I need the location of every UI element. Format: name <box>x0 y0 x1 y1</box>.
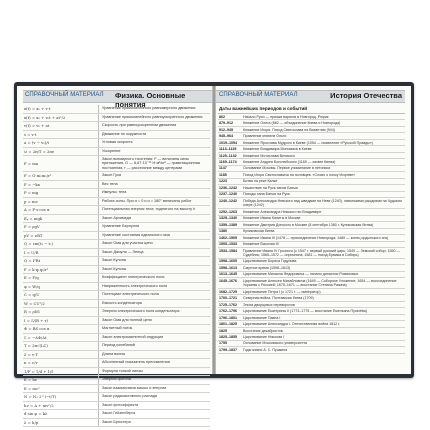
history-event: Походы хана Батыя на Русь <box>243 192 290 197</box>
history-row <box>218 278 405 289</box>
history-date: 1236–1242 <box>219 185 237 190</box>
left-band-title: Физика. Основные понятия <box>115 91 186 109</box>
physics-formula: ℰ = −ΔΦ/Δt <box>23 334 99 342</box>
physics-row <box>23 342 210 351</box>
history-event: Годы жизни А. С. Пушкина <box>243 347 288 352</box>
history-event: Царствование Бориса Годунова <box>243 259 297 264</box>
physics-row <box>23 249 210 258</box>
physics-description: Закон всемирного тяготения: F — величина силы притяжения, G — 6,67·10⁻¹¹ Н·м²/кг² — гравитационная постоянная, r — расстояние между центрами <box>102 156 200 170</box>
physics-row <box>23 351 210 360</box>
physics-description: Потенциал электрического поля <box>102 292 159 297</box>
history-event: Правление княгини Ольги <box>243 134 287 139</box>
physics-description: Длина волны <box>102 351 126 356</box>
history-event: Начало Руси — призыв варягов в Новгород. Рюрик <box>243 114 329 119</box>
history-event: Основание Москвы. Первое упоминание в летописи <box>243 166 331 171</box>
physics-formula: p = mv <box>23 198 99 206</box>
history-event: Битва на реке Калке <box>243 179 278 184</box>
physics-description: Закон Ома для участка цепи <box>102 241 153 246</box>
physics-description: Уравнение состояния идеального газа <box>102 232 170 237</box>
physics-description: Емкость конденсатора <box>102 300 142 305</box>
physics-row <box>23 148 210 157</box>
history-event: Поход Игоря Святославича на половцев. «Слово о полку Игореве» <box>243 172 356 177</box>
physics-formula: n = c/v <box>23 359 99 367</box>
physics-description: Закон Брюстера <box>102 419 131 424</box>
history-date: 1125–1132 <box>219 153 237 158</box>
history-date: 1825–1855 <box>219 334 237 339</box>
physics-description: Закон Архимеда <box>102 215 131 220</box>
left-page <box>17 86 212 425</box>
physics-row <box>23 308 210 317</box>
physics-formula: F = −kx <box>23 181 99 189</box>
physics-description: Ускорение <box>102 148 121 153</box>
physics-row <box>23 300 210 309</box>
history-event: Княжение Василия III <box>243 242 279 247</box>
physics-description: Закон электромагнитной индукции <box>102 334 164 339</box>
history-date: 945–964 <box>219 134 233 139</box>
physics-description: Закон Кулона <box>102 258 126 263</box>
physics-row <box>23 181 210 190</box>
history-date: 1700–1721 <box>219 296 237 301</box>
physics-formula: F = ma <box>23 156 99 171</box>
history-date: 1223 <box>219 179 227 184</box>
history-event: Княжение Ярослава Мудрого в Киеве (1054 — появление «Русской Правды») <box>243 140 373 145</box>
history-date: 879–912 <box>219 121 233 126</box>
physics-description: Потенциальная энергия тела, поднятого на высоту h <box>102 207 196 212</box>
history-date: 1359–1389 <box>219 222 237 227</box>
physics-row <box>23 215 210 224</box>
physics-description: Закон Ома для полной цепи <box>102 317 152 322</box>
history-row <box>218 248 405 259</box>
physics-formula: x(t) = x₀ + v·t <box>23 105 99 113</box>
history-date: 1462–1505 <box>219 235 237 240</box>
history-event: Царствование Александра I. Отечественная война 1812 г. <box>243 322 340 327</box>
history-event: Основание Московского университета <box>243 341 307 346</box>
physics-description: Закон взаимосвязи массы и энергии <box>102 385 167 390</box>
physics-formula: ω = 2π/T = 2πν <box>23 148 99 156</box>
physics-formula: Eₚ = mgh <box>23 215 99 223</box>
physics-row <box>23 172 210 181</box>
physics-formula: F = ρgV <box>23 223 99 231</box>
history-date: 912–945 <box>219 127 233 132</box>
history-date: 1019–1054 <box>219 140 237 145</box>
physics-row <box>23 419 210 428</box>
physics-formula: A = F·s·cos α <box>23 206 99 214</box>
history-date: 1799–1837 <box>219 347 237 352</box>
physics-description: Уравнение прямолинейного равномерного движения <box>102 106 196 111</box>
physics-row <box>23 283 210 292</box>
physics-row <box>23 122 210 131</box>
physics-row <box>23 266 210 275</box>
right-page <box>216 86 411 374</box>
history-date: 1185 <box>219 172 227 177</box>
history-event: Смутное время (1598–1613) <box>243 265 291 270</box>
physics-formula: F = k·q₁q₂/r² <box>23 266 99 274</box>
history-table <box>218 105 405 366</box>
history-date: 1147 <box>219 166 227 171</box>
physics-row <box>23 257 210 266</box>
physics-description: Закон фотоэффекта <box>102 402 139 407</box>
history-event: Нашествие на Русь ханов Батыя <box>243 185 298 190</box>
physics-row <box>23 223 210 232</box>
history-event: Княжение Андрея Боголюбского (1169 — захват Киева) <box>243 159 336 164</box>
physics-description: Формула тонкой линзы <box>102 368 143 373</box>
physics-description: Коэффициент электрического поля <box>102 275 165 280</box>
physics-formula: W = CU²/2 <box>23 300 99 308</box>
physics-description: Закон Гейзенберга <box>102 411 136 416</box>
physics-row <box>23 274 210 283</box>
history-event: Царствование Алексея Михайловича (1649 — Соборное Уложение; 1654 — воссоединение Украины с Россией; 1670–1671 — восстание Степана Разина) <box>243 278 397 288</box>
physics-description: Закон Джоуля — Ленца <box>102 249 144 254</box>
history-event: Княжение Мстислава Великого <box>243 153 295 158</box>
physics-formula: a = (v − v₀)/t <box>23 139 99 147</box>
physics-row <box>23 189 210 198</box>
history-date: 1682–1725 <box>219 289 237 294</box>
history-date: 1725–1762 <box>219 302 237 307</box>
history-event: Куликовская битва <box>243 229 275 234</box>
physics-row <box>23 317 210 326</box>
physics-formula: d sin φ = kλ <box>23 410 99 418</box>
physics-formula: F = G·m₁m₂/r² <box>23 172 99 180</box>
physics-formula: v(t) = v₀ + at <box>23 122 99 130</box>
physics-formula: C = q/U <box>23 291 99 299</box>
history-date: 1613–1645 <box>219 272 237 277</box>
physics-row <box>23 410 210 419</box>
physics-description: Импульс тела <box>102 190 127 195</box>
history-date: 1533–1584 <box>219 248 237 253</box>
physics-row <box>23 198 210 207</box>
physics-formula: λ = h/p <box>23 419 99 427</box>
physics-description: Уравнение прямолинейного равноускоренного движения <box>102 114 203 119</box>
physics-row <box>23 359 210 368</box>
physics-description: Угловая скорость <box>102 140 133 145</box>
physics-row <box>23 368 210 377</box>
history-date: 1645–1676 <box>219 278 237 283</box>
physics-row <box>23 402 210 411</box>
history-date: 1825 <box>219 328 227 333</box>
physics-row <box>23 393 210 402</box>
physics-formula: φ = W/q <box>23 283 99 291</box>
history-date: 1325–1340 <box>219 216 237 221</box>
physics-formula: R = ρl/S <box>23 308 99 316</box>
physics-description: Закон радиоактивного распада <box>102 394 158 399</box>
history-event: Княжение Олега (882 — объединение Киева и Новгорода) <box>243 121 341 126</box>
physics-formula: 1/F = 1/d + 1/f <box>23 368 99 376</box>
physics-formula: hν = A + mv²/2 <box>23 402 99 410</box>
physics-formula: E = F/q <box>23 274 99 282</box>
history-date: 1598–1613 <box>219 265 237 270</box>
history-event: Эпоха дворцовых переворотов <box>243 302 295 307</box>
physics-formula: Q = cm(t₂ − t₁) <box>23 240 99 248</box>
physics-description: Вес тела <box>102 181 118 186</box>
physics-description: Работа силы. При α = 0 и α = 180° величины работ <box>102 198 192 203</box>
physics-row <box>23 206 210 215</box>
physics-description: Скорость при равноускоренном движении <box>102 123 177 128</box>
history-date: 1113–1125 <box>219 147 237 152</box>
history-date: 1796–1801 <box>219 315 237 320</box>
physics-formula: P = mg <box>23 189 99 197</box>
physics-row <box>23 240 210 249</box>
history-event: Царствование Михаила Федоровича — начало династии Романовых <box>243 272 359 277</box>
physics-description: Уравнение Бернулли <box>102 224 140 229</box>
physics-table <box>23 105 210 425</box>
physics-row <box>23 114 210 123</box>
physics-row <box>23 334 210 343</box>
physics-formula: λ = v·T <box>23 351 99 359</box>
history-event: Княжение Игоря. Поход Святослава на Византию (944) <box>243 127 335 132</box>
physics-formula: x(t) = x₀ + v₀t + at²/2 <box>23 114 99 122</box>
history-date: 1762–1796 <box>219 309 237 314</box>
physics-description: Магнитный поток <box>102 326 133 331</box>
history-event: Княжение Александра Невского во Владимире <box>243 209 322 214</box>
history-event: Царствование Николая I <box>243 334 285 339</box>
physics-row <box>23 325 210 334</box>
history-event: Княжение Дмитрия Донского в Москве (8 сентября 1380 г. Куликовская битва) <box>243 222 374 227</box>
history-event: Царствование Петра I (с 1721 г. — император) <box>243 289 321 294</box>
history-date: 1237–1240 <box>219 192 237 197</box>
physics-formula: E = mc² <box>23 385 99 393</box>
history-date: 1380 <box>219 229 227 234</box>
physics-description: Период колебаний <box>102 343 135 348</box>
history-date: 1755 <box>219 341 227 346</box>
history-date: 1252–1263 <box>219 209 237 214</box>
physics-description: Закон Кулона <box>102 266 126 271</box>
right-band-label: СПРАВОЧНЫЙ МАТЕРИАЛ <box>219 92 298 98</box>
history-date: 1240–1242 <box>219 198 237 203</box>
history-date: 1169–1174 <box>219 159 237 164</box>
right-page-header-band <box>216 90 405 103</box>
physics-row <box>23 139 210 148</box>
history-date: 1598–1605 <box>219 259 237 264</box>
left-band-label: СПРАВОЧНЫЙ МАТЕРИАЛ <box>25 92 104 98</box>
right-band-title: История Отечества <box>330 91 402 100</box>
physics-formula: s = v·t <box>23 131 99 139</box>
history-event: Северная война. Полтавская битва (1709) <box>243 296 314 301</box>
history-row <box>218 347 405 353</box>
physics-row <box>23 131 210 140</box>
physics-formula: E = hν <box>23 376 99 384</box>
history-event: Царствование Павла I <box>243 315 281 320</box>
physics-formula: T = 2π√(LC) <box>23 342 99 350</box>
physics-formula: Q = I²Rt <box>23 257 99 265</box>
physics-description: Энергия электрического поля конденсатора <box>102 309 180 314</box>
history-event: Княжение Ивана Калиты в Москве <box>243 216 301 221</box>
physics-description: Закон Гука <box>102 173 121 178</box>
physics-row <box>23 105 210 114</box>
physics-row <box>23 156 210 172</box>
history-event: Царствование Екатерины II (1773–1775 — восстание Емельяна Пугачёва) <box>243 309 367 314</box>
physics-description: Напряженность электрического поля <box>102 283 168 288</box>
history-event: Княжение Ивана III (1478 — присоединение Новгорода; 1480 — конец ордынского ига) <box>243 235 389 240</box>
history-event: Восстание декабристов <box>243 328 283 333</box>
physics-formula: pV = νRT <box>23 232 99 240</box>
history-table-header: Даты важнейших периодов и событий <box>218 105 405 114</box>
physics-row <box>23 376 210 385</box>
physics-row <box>23 291 210 300</box>
physics-description: Движение по окружности <box>102 131 147 136</box>
physics-row <box>23 385 210 394</box>
physics-description: Абсолютный показатель преломления <box>102 360 170 365</box>
history-event: Правление Ивана IV Грозного (с 1547 г. первый русский царь; 1549 — Земский собор; 1550 — Судебник; 1565–1572 — опричнина; 1581 — поход Ермака в Сибирь) <box>243 248 401 257</box>
history-date: 1505–1533 <box>219 242 237 247</box>
physics-formula: Φ = BS cos α <box>23 325 99 333</box>
history-row <box>218 198 405 209</box>
physics-description: Энергия фотона <box>102 377 131 382</box>
physics-formula: I = U/R <box>23 249 99 257</box>
history-event: Победа Александра Невского над шведами на Неве (1240), ливонскими рыцарями на Чудском озере (1242) <box>243 198 402 208</box>
history-table-body <box>218 114 405 354</box>
physics-formula: I = ℰ/(R + r) <box>23 317 99 325</box>
history-date: 862 <box>219 114 225 119</box>
history-date: 1801–1825 <box>219 322 237 327</box>
history-event: Княжение Владимира Мономаха в Киеве <box>243 147 312 152</box>
physics-row <box>23 232 210 241</box>
physics-formula: N = N₀·2^(−t/T) <box>23 393 99 401</box>
